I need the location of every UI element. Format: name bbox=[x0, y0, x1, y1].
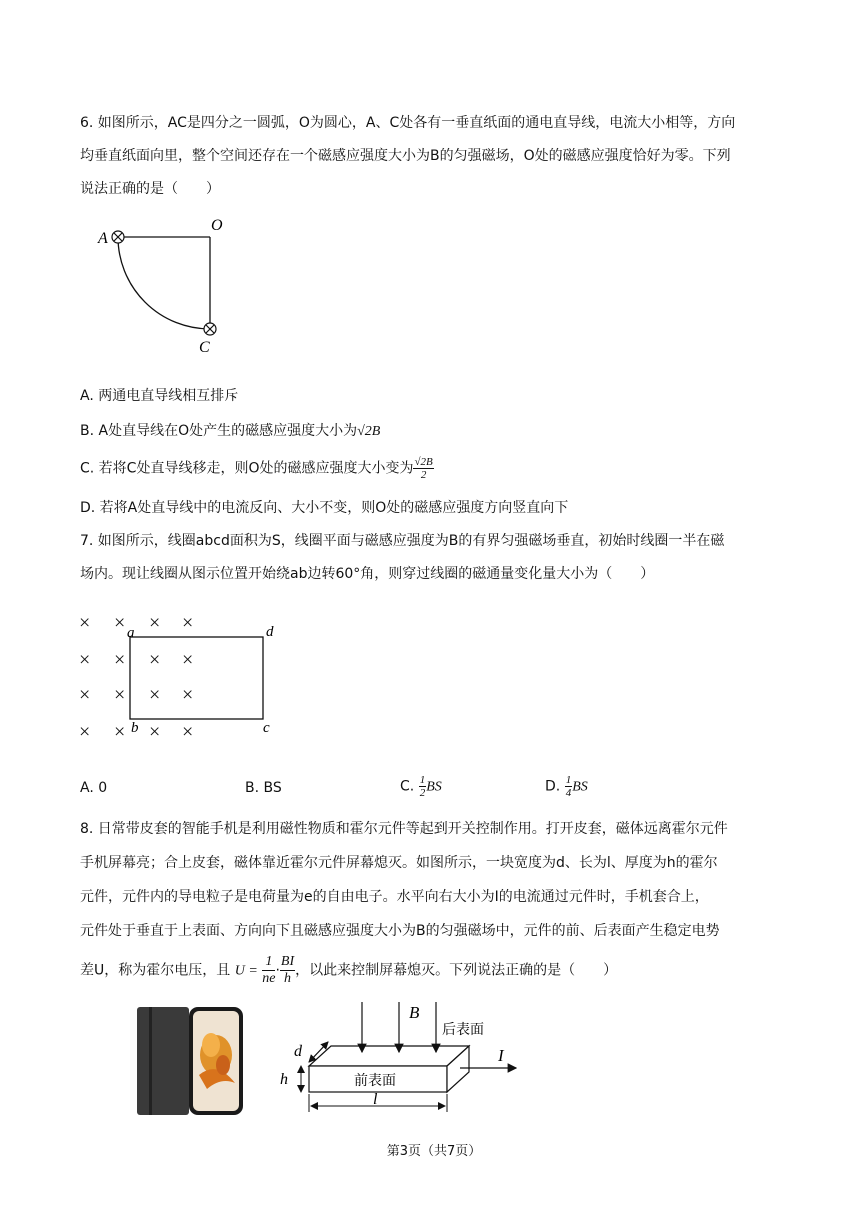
page-footer: 第3页（共7页） bbox=[386, 1144, 482, 1159]
q6-option-d[interactable]: D. 若将A处直导线中的电流反向、大小不变，则O处的磁感应强度方向竖直向下 bbox=[80, 500, 569, 516]
label-h: h bbox=[280, 1071, 288, 1088]
hall-formula-lhs: U = bbox=[234, 963, 258, 979]
label-front-surface: 前表面 bbox=[354, 1074, 396, 1089]
phone-with-case-image bbox=[137, 1005, 252, 1117]
cross-mark: × bbox=[114, 612, 126, 634]
label-A: A bbox=[98, 230, 108, 247]
q7-option-d[interactable]: D. $\frac{1}{4}$ BS bbox=[545, 774, 588, 799]
q6-option-b[interactable] bbox=[80, 420, 380, 440]
cross-mark: × bbox=[182, 721, 194, 743]
q8-stem-line-2: 手机屏幕亮；合上皮套，磁体靠近霍尔元件屏幕熄灭。如图所示，一块宽度为d、长为l、厚度为h的霍尔 bbox=[80, 855, 718, 871]
coil-label-a: a bbox=[127, 625, 135, 641]
cross-mark: × bbox=[182, 649, 194, 671]
label-l: l bbox=[373, 1091, 378, 1108]
slab-top-face bbox=[309, 1046, 469, 1066]
wire-A-cross-icon bbox=[112, 231, 124, 243]
q6-option-c-fraction: $\frac{√2B}{2}$ bbox=[414, 456, 433, 481]
q6-option-a[interactable]: A. 两通电直导线相互排斥 bbox=[80, 388, 239, 404]
coil-label-d: d bbox=[266, 624, 274, 640]
q7-option-c[interactable]: C. $\frac{1}{2}$ BS bbox=[400, 774, 442, 799]
hall-formula-frac-2: $\frac{BI}{h}$ bbox=[280, 954, 295, 986]
q8-stem-line-3: 元件，元件内的导电粒子是电荷量为e的自由电子。水平向右大小为I的电流通过元件时，手机套合上， bbox=[80, 889, 709, 905]
q8-stem-line-5: 差U，称为霍尔电压，且 U = $\frac{1}{ne}$ · $\frac{BI}{h}$ ，以此来控制屏幕熄灭。下列说法正确的是（ ） bbox=[80, 954, 618, 986]
label-back-surface: 后表面 bbox=[442, 1023, 484, 1038]
wire-C-cross-icon bbox=[204, 323, 216, 335]
cross-mark: × bbox=[79, 721, 91, 743]
cross-mark: × bbox=[79, 684, 91, 706]
cross-mark: × bbox=[149, 649, 161, 671]
label-B: B bbox=[409, 1003, 420, 1022]
label-O: O bbox=[211, 217, 223, 234]
phone-case-cover bbox=[137, 1007, 189, 1115]
q7-option-a[interactable]: A. 0 bbox=[80, 780, 108, 796]
cross-mark: × bbox=[149, 721, 161, 743]
q8-stem-line-4: 元件处于垂直于上表面、方向向下且磁感应强度大小为B的匀强磁场中，元件的前、后表面产生稳定电势 bbox=[80, 923, 720, 939]
q7-stem-line-1: 7. 如图所示，线圈abcd面积为S，线圈平面与磁感应强度为B的有界匀强磁场垂直，初始时线圈一半在磁 bbox=[80, 533, 725, 549]
q7-option-d-fraction: $\frac{1}{4}$ bbox=[565, 774, 572, 799]
q6-option-c[interactable] bbox=[80, 456, 434, 481]
cross-mark: × bbox=[114, 684, 126, 706]
q6-option-b-math: √2B bbox=[357, 424, 381, 439]
cross-mark: × bbox=[182, 684, 194, 706]
q6-figure-quarter-arc bbox=[95, 212, 235, 357]
cross-mark: × bbox=[79, 649, 91, 671]
q8-stem-line-1: 8. 日常带皮套的智能手机是利用磁性物质和霍尔元件等起到开关控制作用。打开皮套，磁体远离霍尔元件 bbox=[80, 821, 728, 837]
cross-mark: × bbox=[114, 721, 126, 743]
q7-stem-line-2: 场内。现让线圈从图示位置开始绕ab边转60°角，则穿过线圈的磁通量变化量大小为（ ） bbox=[80, 566, 655, 582]
cross-mark: × bbox=[182, 612, 194, 634]
cross-mark: × bbox=[79, 612, 91, 634]
q6-stem-line-2: 均垂直纸面向里，整个空间还存在一个磁感应强度大小为B的匀强磁场，O处的磁感应强度恰好为零。下列 bbox=[80, 148, 731, 164]
coil-label-b: b bbox=[131, 720, 139, 736]
q6-option-b-text: B. A处直导线在O处产生的磁感应强度大小为 bbox=[80, 423, 358, 439]
q6-stem-line-1: 6. 如图所示，AC是四分之一圆弧，O为圆心，A、C处各有一垂直纸面的通电直导线，电流大小相等，方向 bbox=[80, 115, 736, 131]
q7-figure-coil-in-field bbox=[72, 605, 292, 745]
q6-stem-line-3: 说法正确的是（ ） bbox=[80, 181, 220, 197]
q7-option-c-fraction: $\frac{1}{2}$ bbox=[419, 774, 426, 799]
label-I: I bbox=[498, 1046, 504, 1065]
q8-hall-element-figure bbox=[276, 1000, 531, 1120]
cross-mark: × bbox=[149, 612, 161, 634]
cross-mark: × bbox=[149, 684, 161, 706]
q6-option-c-text: C. 若将C处直导线移走，则O处的磁感应强度大小变为 bbox=[80, 460, 414, 477]
label-d: d bbox=[294, 1043, 302, 1060]
hall-formula-frac-1: $\frac{1}{ne}$ bbox=[262, 954, 276, 986]
cross-mark: × bbox=[114, 649, 126, 671]
label-C: C bbox=[199, 339, 210, 356]
coil-label-c: c bbox=[263, 720, 270, 736]
q7-option-b[interactable]: B. BS bbox=[245, 780, 282, 796]
